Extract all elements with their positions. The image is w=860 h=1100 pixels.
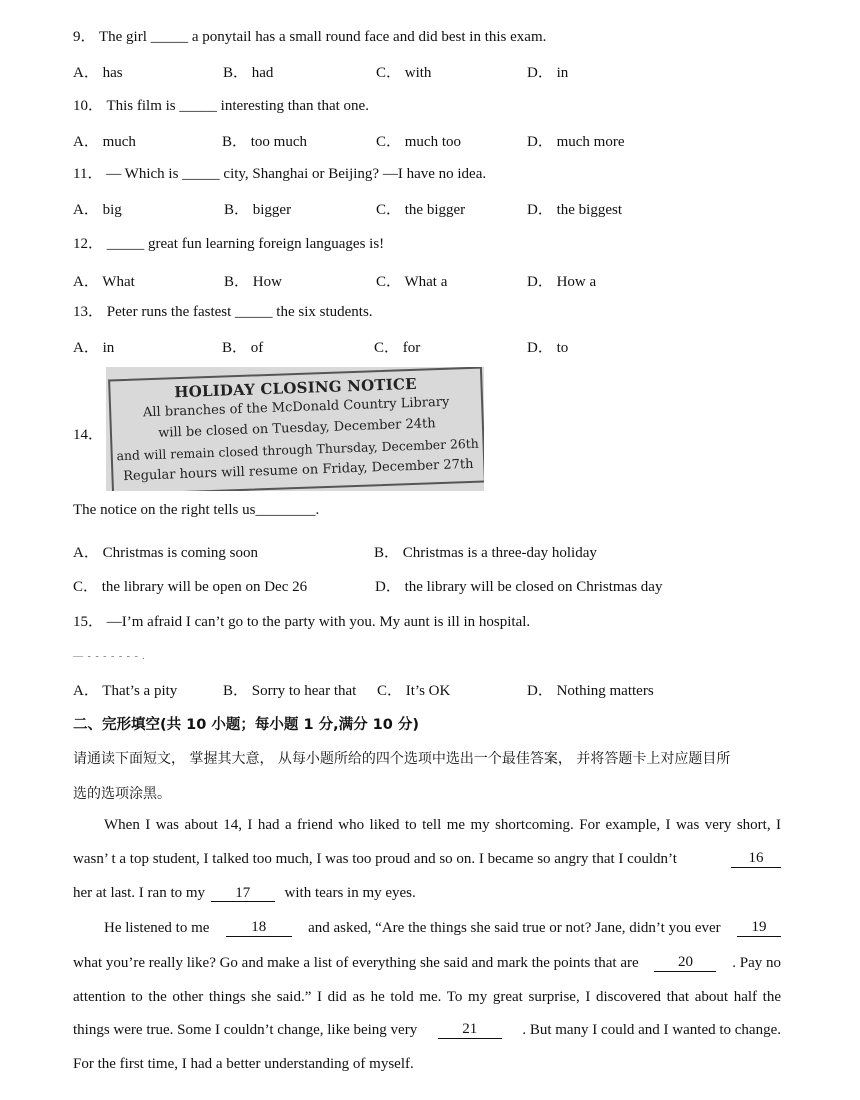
q10-option-a[interactable]: A． much bbox=[73, 134, 136, 150]
notice-title: HOLIDAY CLOSING NOTICE bbox=[173, 374, 417, 402]
passage-text: with tears in my eyes. bbox=[284, 885, 416, 901]
q15-option-b[interactable]: B． Sorry to hear that bbox=[223, 683, 357, 699]
passage-line-7 bbox=[73, 1022, 781, 1039]
q14-option-a[interactable]: A． Christmas is coming soon bbox=[73, 545, 259, 561]
question-13-stem: 13． Peter runs the fastest _____ the six students. bbox=[73, 304, 373, 320]
passage-line-5 bbox=[73, 955, 781, 972]
q12-option-a[interactable]: A． What bbox=[73, 274, 135, 290]
q10-option-b[interactable]: B． too much bbox=[222, 134, 307, 150]
q10-option-c[interactable]: C． much too bbox=[376, 134, 461, 150]
blank-16[interactable]: 16 bbox=[731, 851, 781, 868]
passage-text: things were true. Some I couldn’t change, like being very bbox=[73, 1022, 418, 1038]
passage-text: and asked, “Are the things she said true or not? Jane, didn’t you ever bbox=[308, 920, 721, 936]
blank-20[interactable]: 20 bbox=[654, 955, 716, 972]
q12-option-c[interactable]: C． What a bbox=[376, 274, 448, 290]
q10-option-d[interactable]: D． much more bbox=[527, 134, 625, 150]
notice-line-4: Regular hours will resume on Friday, December 27th bbox=[122, 456, 474, 485]
holiday-notice-image bbox=[106, 367, 484, 491]
section-2-instruction-line-1: 请通读下面短文， 掌握其大意， 从每小题所给的四个选项中选出一个最佳答案， 并将答题卡上对应题目所 bbox=[73, 751, 731, 767]
q11-option-a[interactable]: A． big bbox=[73, 202, 122, 218]
question-9-stem: 9． The girl _____ a ponytail has a small round face and did best in this exam. bbox=[73, 29, 547, 45]
q15-option-c[interactable]: C． It’s OK bbox=[377, 683, 451, 699]
blank-17[interactable]: 17 bbox=[211, 886, 275, 902]
q14-option-d[interactable]: D． the library will be closed on Christmas day bbox=[375, 579, 663, 595]
q9-option-d[interactable]: D． in bbox=[527, 65, 569, 81]
passage-line-6: attention to the other things she said.” I did as he told me. To my great surprise, I discovered that about half the bbox=[73, 989, 781, 1005]
question-14-number: 14． bbox=[73, 427, 104, 443]
passage-text: . But many I could and I wanted to change. bbox=[522, 1022, 781, 1038]
passage-text: what you’re really like? Go and make a list of everything she said and mark the points that are bbox=[73, 955, 639, 971]
passage-line-4 bbox=[104, 920, 781, 937]
blank-18[interactable]: 18 bbox=[226, 920, 292, 937]
q13-option-b[interactable]: B． of bbox=[222, 340, 264, 356]
section-2-title: 二、完形填空(共 10 小题；每小题 1 分,满分 10 分) bbox=[73, 717, 419, 733]
blank-21[interactable]: 21 bbox=[438, 1022, 502, 1039]
q9-option-b[interactable]: B． had bbox=[223, 65, 274, 81]
q14-option-c[interactable]: C． the library will be open on Dec 26 bbox=[73, 579, 308, 595]
q15-option-a[interactable]: A． That’s a pity bbox=[73, 683, 178, 699]
q9-option-c[interactable]: C． with bbox=[376, 65, 432, 81]
q12-option-d[interactable]: D． How a bbox=[527, 274, 597, 290]
q11-option-c[interactable]: C． the bigger bbox=[376, 202, 466, 218]
blank-19[interactable]: 19 bbox=[737, 920, 781, 937]
passage-line-3 bbox=[73, 885, 416, 902]
passage-text: He listened to me bbox=[104, 920, 210, 936]
passage-line-1: When I was about 14, I had a friend who liked to tell me my shortcoming. For example, I was very short, I bbox=[104, 817, 781, 833]
q13-option-d[interactable]: D． to bbox=[527, 340, 569, 356]
question-15-reply-blank: — - - - - - - - . bbox=[73, 651, 146, 662]
q9-option-a[interactable]: A． has bbox=[73, 65, 123, 81]
question-12-stem: 12． _____ great fun learning foreign languages is! bbox=[73, 236, 385, 252]
q11-option-b[interactable]: B． bigger bbox=[224, 202, 292, 218]
q14-option-b[interactable]: B． Christmas is a three-day holiday bbox=[374, 545, 597, 561]
notice-line-3: and will remain closed through Thursday, December 26th bbox=[116, 435, 479, 464]
passage-text: wasn’ t a top student, I talked too much, I was too proud and so on. I became so angry that I couldn’t bbox=[73, 851, 677, 867]
q13-option-c[interactable]: C． for bbox=[374, 340, 421, 356]
notice-frame bbox=[108, 367, 484, 491]
passage-line-8: For the first time, I had a better understanding of myself. bbox=[73, 1056, 414, 1072]
section-2-instruction-line-2: 选的选项涂黑。 bbox=[73, 786, 171, 802]
q12-option-b[interactable]: B． How bbox=[224, 274, 282, 290]
passage-text: . Pay no bbox=[732, 955, 781, 971]
q11-option-d[interactable]: D． the biggest bbox=[527, 202, 622, 218]
q15-option-d[interactable]: D． Nothing matters bbox=[527, 683, 654, 699]
q13-option-a[interactable]: A． in bbox=[73, 340, 115, 356]
question-11-stem: 11． — Which is _____ city, Shanghai or Beijing? —I have no idea. bbox=[73, 166, 487, 182]
notice-line-1: All branches of the McDonald Country Library bbox=[142, 394, 450, 421]
notice-line-2: will be closed on Tuesday, December 24th bbox=[157, 416, 436, 441]
passage-text: her at last. I ran to my bbox=[73, 885, 206, 901]
passage-line-2 bbox=[73, 851, 781, 868]
question-10-stem: 10． This film is _____ interesting than that one. bbox=[73, 98, 369, 114]
question-15-stem: 15． —I’m afraid I can’t go to the party with you. My aunt is ill in hospital. bbox=[73, 614, 531, 630]
question-14-stem: The notice on the right tells us________. bbox=[73, 502, 320, 518]
